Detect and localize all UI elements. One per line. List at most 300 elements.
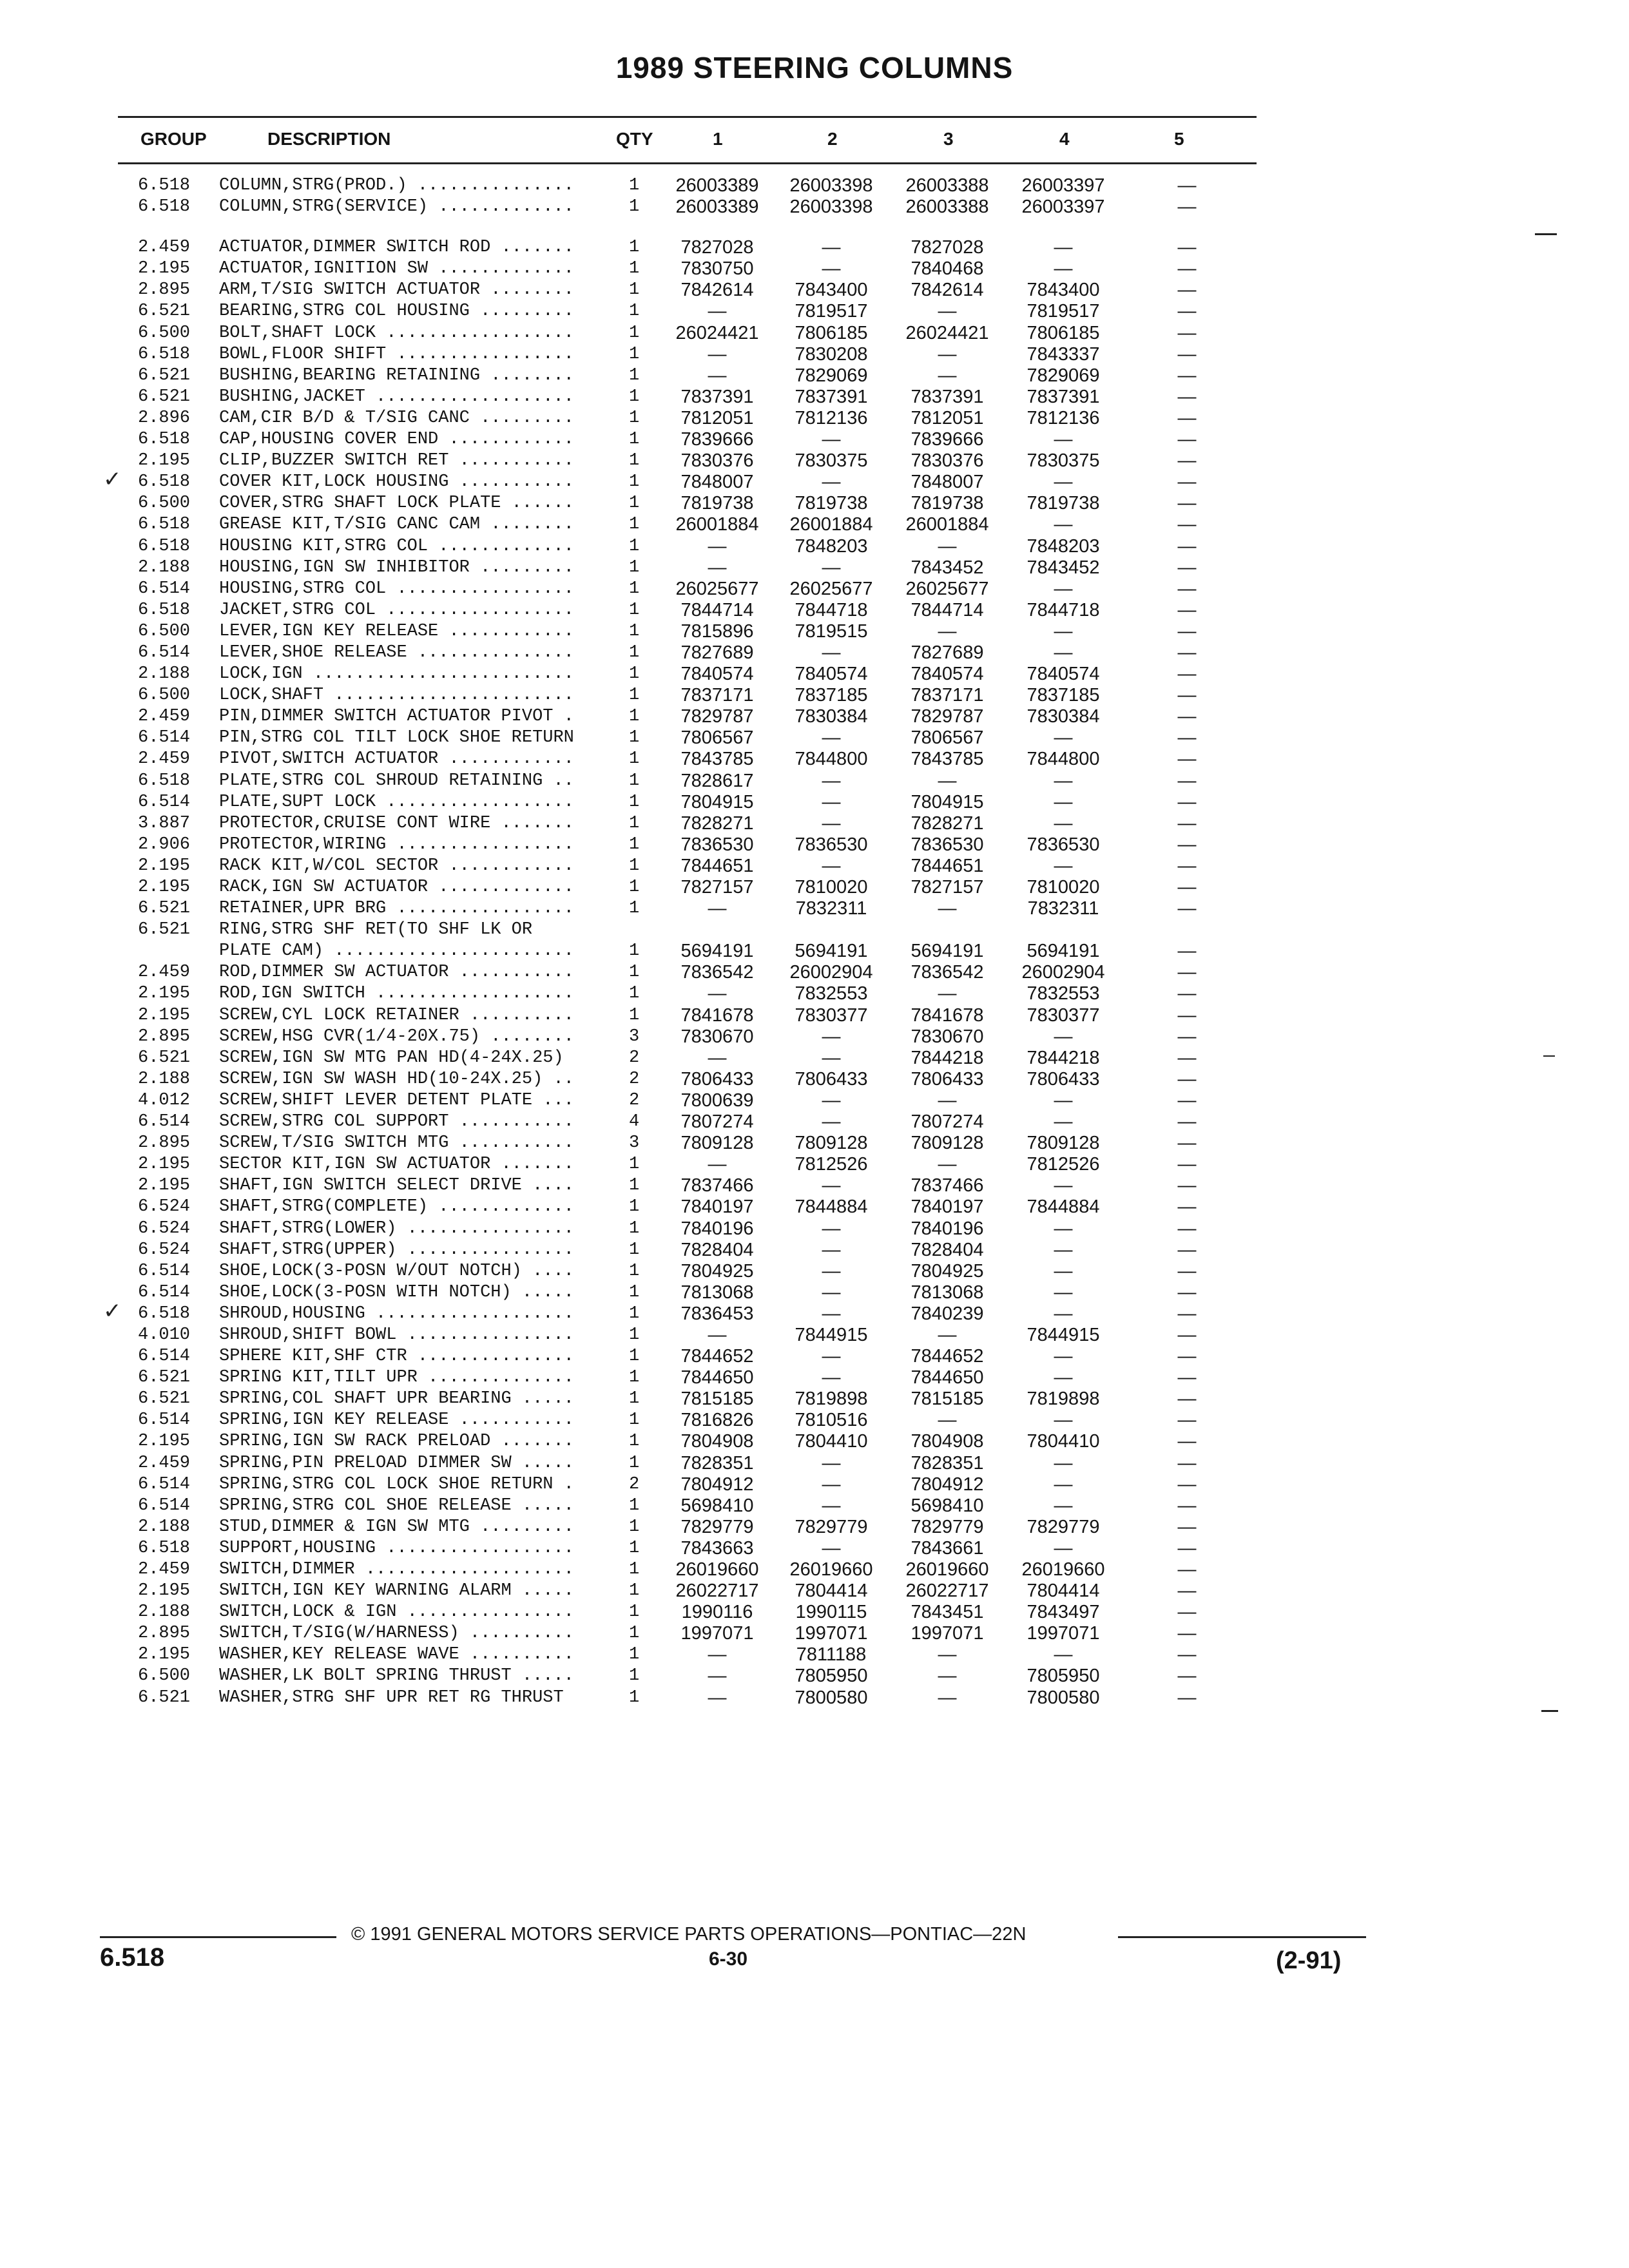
group-code: 6.518 xyxy=(138,536,191,556)
part-number-col-4: — xyxy=(1054,1175,1073,1196)
part-number-col-3: 7809128 xyxy=(911,1133,984,1154)
part-number-col-3: 7844218 xyxy=(911,1047,984,1068)
table-row xyxy=(0,1069,1629,1090)
group-code: 6.521 xyxy=(138,387,191,407)
quantity: 1 xyxy=(629,1347,640,1367)
part-number-col-3: — xyxy=(938,1090,957,1111)
part-number-col-5: — xyxy=(1177,791,1197,812)
group-code: 2.459 xyxy=(138,238,191,258)
part-number-col-5: — xyxy=(1177,1452,1197,1474)
part-number-col-4: 7837391 xyxy=(1027,386,1100,407)
quantity: 1 xyxy=(629,451,640,471)
quantity: 1 xyxy=(629,1624,640,1644)
quantity: 1 xyxy=(629,536,640,556)
part-number-col-2: 7804414 xyxy=(795,1581,868,1602)
part-number-col-2: 7804410 xyxy=(795,1431,868,1452)
part-number-col-1: 7827157 xyxy=(680,877,754,898)
part-number-col-4: — xyxy=(1054,855,1073,876)
part-number-col-1: 7804908 xyxy=(680,1431,754,1452)
table-row xyxy=(0,1623,1629,1644)
part-number-col-3: 26024421 xyxy=(905,322,989,343)
part-number-col-1: 7837391 xyxy=(680,386,754,407)
group-code: 2.895 xyxy=(138,1026,191,1046)
part-number-col-3: 7844714 xyxy=(911,599,984,620)
part-number-col-4: — xyxy=(1054,1495,1073,1516)
part-number-col-1: — xyxy=(708,557,727,578)
part-number-col-3: 7807274 xyxy=(911,1111,984,1133)
part-description: RETAINER,UPR BRG ................. xyxy=(219,899,574,919)
part-number-col-5: — xyxy=(1177,472,1197,493)
check-mark-icon: ✓ xyxy=(103,1298,122,1324)
part-description: SPRING,COL SHAFT UPR BEARING ..... xyxy=(219,1389,574,1409)
part-number-col-4: 7829069 xyxy=(1027,365,1100,386)
part-description: LEVER,IGN KEY RELEASE ............ xyxy=(219,621,574,641)
part-number-col-2: 7809128 xyxy=(795,1133,868,1154)
part-number-col-3: — xyxy=(938,898,957,919)
part-description: COVER,STRG SHAFT LOCK PLATE ...... xyxy=(219,494,574,514)
part-number-col-3: 7843452 xyxy=(911,557,984,578)
table-row xyxy=(0,749,1629,770)
footer-rule-right xyxy=(1118,1936,1366,1938)
part-number-col-2: 7819738 xyxy=(795,493,868,514)
part-number-col-4: — xyxy=(1054,1239,1073,1260)
part-number-col-5: — xyxy=(1177,197,1197,218)
scan-speck xyxy=(1541,1710,1558,1712)
quantity: 1 xyxy=(629,1495,640,1515)
table-row xyxy=(0,1240,1629,1261)
part-number-col-5: — xyxy=(1177,322,1197,343)
part-number-col-5: — xyxy=(1177,599,1197,620)
table-row xyxy=(0,493,1629,514)
quantity: 1 xyxy=(629,1261,640,1281)
table-row xyxy=(0,1431,1629,1452)
quantity: 3 xyxy=(629,1026,640,1046)
table-row xyxy=(0,1154,1629,1175)
quantity: 1 xyxy=(629,1666,640,1686)
table-row xyxy=(0,365,1629,387)
part-description: BUSHING,JACKET ................... xyxy=(219,387,574,407)
part-number-col-2: — xyxy=(822,1026,841,1047)
part-number-col-1: 5694191 xyxy=(680,941,754,962)
part-number-col-3: 7840468 xyxy=(911,258,984,280)
part-number-col-3: 7836530 xyxy=(911,834,984,855)
part-number-col-1: 26003389 xyxy=(675,175,759,196)
part-number-col-3: 7840574 xyxy=(911,664,984,685)
part-number-col-2: — xyxy=(822,429,841,450)
quantity: 1 xyxy=(629,302,640,322)
part-description: HOUSING KIT,STRG COL ............. xyxy=(219,536,574,556)
part-number-col-5: — xyxy=(1177,1602,1197,1623)
part-number-col-1: 7836453 xyxy=(680,1303,754,1324)
part-number-col-1: 7840197 xyxy=(680,1196,754,1218)
part-number-col-4: 7843337 xyxy=(1027,343,1100,365)
header-col-1: 1 xyxy=(713,129,723,149)
group-code: 6.514 xyxy=(138,1410,191,1430)
part-number-col-1: 7848007 xyxy=(680,472,754,493)
part-number-col-3: 7830376 xyxy=(911,450,984,472)
part-description: SHOE,LOCK(3-POSN W/OUT NOTCH) .... xyxy=(219,1261,574,1281)
part-number-col-2: — xyxy=(822,1047,841,1068)
part-description: WASHER,STRG SHF UPR RET RG THRUST xyxy=(219,1687,564,1707)
part-number-col-3: 7843661 xyxy=(911,1537,984,1559)
table-row xyxy=(0,1282,1629,1303)
group-code: 6.521 xyxy=(138,899,191,919)
part-number-col-4: 7843400 xyxy=(1027,280,1100,301)
group-code: 2.459 xyxy=(138,1560,191,1579)
part-description: SCREW,STRG COL SUPPORT ........... xyxy=(219,1112,574,1132)
part-number-col-1: 7827028 xyxy=(680,237,754,258)
part-number-col-3: 7806567 xyxy=(911,727,984,749)
table-row xyxy=(0,1581,1629,1602)
part-number-col-4: — xyxy=(1054,1303,1073,1324)
part-number-col-2: 1990115 xyxy=(795,1602,867,1623)
part-number-col-2: — xyxy=(822,1111,841,1133)
part-number-col-5: — xyxy=(1177,258,1197,280)
part-number-col-3: 7804915 xyxy=(911,791,984,812)
quantity: 1 xyxy=(629,557,640,577)
part-description: SHAFT,STRG(LOWER) ................ xyxy=(219,1218,574,1238)
header-col-5: 5 xyxy=(1174,129,1184,149)
part-number-col-5: — xyxy=(1177,1004,1197,1026)
part-number-col-5: — xyxy=(1177,343,1197,365)
table-row xyxy=(0,1666,1629,1687)
part-number-col-3: — xyxy=(938,620,957,642)
part-number-col-4: 7809128 xyxy=(1027,1133,1100,1154)
quantity: 1 xyxy=(629,686,640,706)
part-number-col-4: — xyxy=(1054,642,1073,663)
scan-speck xyxy=(1543,1055,1555,1057)
part-number-col-4: — xyxy=(1054,1111,1073,1133)
part-description: ACTUATOR,DIMMER SWITCH ROD ....... xyxy=(219,238,574,258)
part-number-col-1: 7844650 xyxy=(680,1367,754,1389)
part-number-col-2: 26002904 xyxy=(789,962,873,983)
table-row xyxy=(0,514,1629,535)
part-number-col-2: 7806185 xyxy=(795,322,868,343)
part-number-col-2: 7812136 xyxy=(795,407,868,428)
part-number-col-3: 7844652 xyxy=(911,1346,984,1367)
part-number-col-1: 7819738 xyxy=(680,493,754,514)
header-bottom-rule xyxy=(118,162,1257,164)
part-number-col-2: 7830384 xyxy=(795,706,868,727)
table-row xyxy=(0,1474,1629,1495)
part-number-col-5: — xyxy=(1177,1175,1197,1196)
quantity: 1 xyxy=(629,1282,640,1302)
quantity: 1 xyxy=(629,792,640,812)
part-number-col-5: — xyxy=(1177,280,1197,301)
part-number-col-5: — xyxy=(1177,1111,1197,1133)
part-number-col-5: — xyxy=(1177,429,1197,450)
part-number-col-3: 7828404 xyxy=(911,1239,984,1260)
table-row xyxy=(0,1453,1629,1474)
group-code: 6.518 xyxy=(138,771,191,791)
table-row xyxy=(0,466,1629,493)
part-number-col-4: — xyxy=(1054,237,1073,258)
part-number-col-3: 7827028 xyxy=(911,237,984,258)
part-description: SHAFT,STRG(UPPER) ................ xyxy=(219,1240,574,1260)
part-number-col-1: 7829779 xyxy=(680,1516,754,1537)
quantity: 1 xyxy=(629,1560,640,1579)
part-number-col-3: 7837466 xyxy=(911,1175,984,1196)
part-number-col-1: 7842614 xyxy=(680,280,754,301)
part-number-col-2: 7848203 xyxy=(795,535,868,557)
table-row xyxy=(0,344,1629,365)
group-code: 6.521 xyxy=(138,365,191,385)
group-code: 6.521 xyxy=(138,1048,191,1068)
quantity: 1 xyxy=(629,834,640,854)
quantity: 1 xyxy=(629,707,640,727)
part-number-col-2: 7805950 xyxy=(795,1666,868,1687)
part-number-col-1: 7844652 xyxy=(680,1346,754,1367)
part-number-col-5: — xyxy=(1177,1431,1197,1452)
part-number-col-4: — xyxy=(1054,1026,1073,1047)
quantity: 1 xyxy=(629,1453,640,1473)
part-number-col-2: 7806433 xyxy=(795,1068,868,1090)
part-number-col-2: 1997071 xyxy=(795,1623,868,1644)
table-row xyxy=(0,1325,1629,1346)
part-number-col-1: 7836542 xyxy=(680,962,754,983)
group-code: 2.895 xyxy=(138,1624,191,1644)
group-code: 2.195 xyxy=(138,878,191,897)
group-code: 6.514 xyxy=(138,1112,191,1132)
part-number-col-3: 7829779 xyxy=(911,1516,984,1537)
part-number-col-5: — xyxy=(1177,1346,1197,1367)
part-number-col-3: 7843451 xyxy=(911,1602,984,1623)
quantity: 4 xyxy=(629,1112,640,1132)
part-number-col-1: 7828271 xyxy=(680,812,754,834)
part-number-col-4: 7832311 xyxy=(1027,898,1099,919)
table-row xyxy=(0,1687,1629,1709)
part-number-col-3: 7842614 xyxy=(911,280,984,301)
part-number-col-2: 7829069 xyxy=(795,365,868,386)
part-number-col-4: — xyxy=(1054,1644,1073,1666)
part-description: CLIP,BUZZER SWITCH RET ........... xyxy=(219,451,574,471)
part-description: PLATE CAM) ....................... xyxy=(219,941,574,961)
table-row xyxy=(0,1133,1629,1154)
part-number-col-2: — xyxy=(822,1090,841,1111)
part-number-col-4: — xyxy=(1054,258,1073,280)
table-row xyxy=(0,1495,1629,1517)
part-number-col-1: 26025677 xyxy=(675,578,759,599)
part-number-col-1: — xyxy=(708,898,727,919)
part-number-col-5: — xyxy=(1177,1687,1197,1708)
part-number-col-3: 26003388 xyxy=(905,175,989,196)
group-code: 6.518 xyxy=(138,197,191,217)
part-number-col-2: 7830377 xyxy=(795,1004,868,1026)
part-description: WASHER,LK BOLT SPRING THRUST ..... xyxy=(219,1666,574,1686)
part-description: LOCK,IGN ......................... xyxy=(219,664,574,684)
part-number-col-3: 7837391 xyxy=(911,386,984,407)
part-number-col-1: 26003389 xyxy=(675,197,759,218)
part-number-col-5: — xyxy=(1177,1239,1197,1260)
quantity: 1 xyxy=(629,621,640,641)
group-code: 2.195 xyxy=(138,856,191,876)
part-number-col-1: 7828351 xyxy=(680,1452,754,1474)
part-number-col-4: 7812526 xyxy=(1027,1154,1100,1175)
part-number-col-4: 7800580 xyxy=(1027,1687,1100,1708)
part-number-col-1: 7815896 xyxy=(680,620,754,642)
part-number-col-2: 26003398 xyxy=(789,175,873,196)
part-number-col-1: — xyxy=(708,535,727,557)
part-number-col-3: 7840239 xyxy=(911,1303,984,1324)
part-number-col-1: — xyxy=(708,1644,727,1666)
part-number-col-3: 7804908 xyxy=(911,1431,984,1452)
part-description: SHROUD,HOUSING ................... xyxy=(219,1303,574,1323)
part-number-col-4: 7830375 xyxy=(1027,450,1100,472)
group-code: 4.012 xyxy=(138,1090,191,1110)
part-number-col-4: 7830377 xyxy=(1027,1004,1100,1026)
part-number-col-5: — xyxy=(1177,493,1197,514)
part-number-col-2: — xyxy=(822,1537,841,1559)
part-number-col-1: 7828404 xyxy=(680,1239,754,1260)
quantity: 1 xyxy=(629,1155,640,1175)
part-number-col-3: 7848007 xyxy=(911,472,984,493)
group-code: 6.518 xyxy=(138,176,191,195)
part-number-col-4: 7804410 xyxy=(1027,1431,1100,1452)
group-code: 2.459 xyxy=(138,749,191,769)
part-number-col-5: — xyxy=(1177,1090,1197,1111)
part-number-col-3: 7804912 xyxy=(911,1474,984,1495)
part-number-col-3: 7813068 xyxy=(911,1282,984,1303)
group-code: 6.514 xyxy=(138,1261,191,1281)
quantity: 1 xyxy=(629,176,640,195)
part-number-col-5: — xyxy=(1177,962,1197,983)
part-number-col-1: — xyxy=(708,1047,727,1068)
part-number-col-3: — xyxy=(938,365,957,386)
part-number-col-1: — xyxy=(708,343,727,365)
part-number-col-5: — xyxy=(1177,1324,1197,1345)
group-code: 2.459 xyxy=(138,1453,191,1473)
part-description: SPRING,STRG COL SHOE RELEASE ..... xyxy=(219,1495,574,1515)
part-number-col-4: 7810020 xyxy=(1027,877,1100,898)
part-number-col-1: 7830376 xyxy=(680,450,754,472)
header-col-4: 4 xyxy=(1059,129,1070,149)
part-number-col-1: — xyxy=(708,983,727,1004)
part-number-col-4: 7848203 xyxy=(1027,535,1100,557)
group-code: 2.195 xyxy=(138,1155,191,1175)
group-code: 6.514 xyxy=(138,1495,191,1515)
part-number-col-5: — xyxy=(1177,1559,1197,1580)
table-row xyxy=(0,175,1629,197)
part-number-col-3: 26003388 xyxy=(905,197,989,218)
part-number-col-4: 26002904 xyxy=(1021,962,1105,983)
group-code: 6.500 xyxy=(138,494,191,514)
part-number-col-4: — xyxy=(1054,1474,1073,1495)
part-number-col-4: 7843497 xyxy=(1027,1602,1100,1623)
quantity: 1 xyxy=(629,365,640,385)
part-number-col-2: 7829779 xyxy=(795,1516,868,1537)
part-number-col-2: 26001884 xyxy=(789,514,873,535)
part-number-col-5: — xyxy=(1177,1260,1197,1282)
table-row xyxy=(0,771,1629,792)
part-number-col-3: — xyxy=(938,1154,957,1175)
part-number-col-5: — xyxy=(1177,1410,1197,1431)
part-number-col-2: 26003398 xyxy=(789,197,873,218)
part-description: SWITCH,DIMMER .................... xyxy=(219,1560,574,1579)
table-row xyxy=(0,983,1629,1004)
part-description: SCREW,HSG CVR(1/4-20X.75) ........ xyxy=(219,1026,574,1046)
part-number-col-3: 7815185 xyxy=(911,1389,984,1410)
header-col-3: 3 xyxy=(943,129,954,149)
part-number-col-1: 7844714 xyxy=(680,599,754,620)
group-code: 2.195 xyxy=(138,1645,191,1665)
part-number-col-1: 26019660 xyxy=(675,1559,759,1580)
part-number-col-2: 7819515 xyxy=(795,620,868,642)
table-row xyxy=(0,197,1629,218)
quantity: 1 xyxy=(629,878,640,897)
part-description: SUPPORT,HOUSING .................. xyxy=(219,1538,574,1558)
footer-page-number: 6-30 xyxy=(709,1948,748,1970)
part-number-col-3: 7844650 xyxy=(911,1367,984,1389)
quantity: 1 xyxy=(629,1197,640,1217)
header-group: GROUP xyxy=(140,129,207,149)
group-code: 2.459 xyxy=(138,707,191,727)
group-code: 6.514 xyxy=(138,1474,191,1494)
group-code: 3.887 xyxy=(138,813,191,833)
quantity: 1 xyxy=(629,1240,640,1260)
part-number-col-3: — xyxy=(938,343,957,365)
part-number-col-1: — xyxy=(708,365,727,386)
quantity: 1 xyxy=(629,600,640,620)
table-row xyxy=(0,877,1629,898)
part-number-col-5: — xyxy=(1177,727,1197,749)
table-row xyxy=(0,621,1629,642)
part-number-col-5: — xyxy=(1177,1196,1197,1218)
part-number-col-1: 7844651 xyxy=(680,855,754,876)
part-description: SPRING,PIN PRELOAD DIMMER SW ..... xyxy=(219,1453,574,1473)
table-row xyxy=(0,600,1629,621)
header-qty: QTY xyxy=(616,129,653,149)
part-description: SHOE,LOCK(3-POSN WITH NOTCH) ..... xyxy=(219,1282,574,1302)
part-number-col-4: — xyxy=(1054,578,1073,599)
quantity: 1 xyxy=(629,771,640,791)
table-row xyxy=(0,301,1629,322)
part-description: ROD,DIMMER SW ACTUATOR ........... xyxy=(219,963,574,983)
quantity: 1 xyxy=(629,1218,640,1238)
part-number-col-3: 26025677 xyxy=(905,578,989,599)
part-number-col-5: — xyxy=(1177,1068,1197,1090)
quantity: 1 xyxy=(629,1687,640,1707)
part-number-col-3: — xyxy=(938,983,957,1004)
part-number-col-4: — xyxy=(1054,770,1073,791)
group-code: 6.514 xyxy=(138,579,191,599)
quantity: 1 xyxy=(629,197,640,217)
part-number-col-5: — xyxy=(1177,386,1197,407)
part-number-col-5: — xyxy=(1177,514,1197,535)
group-code: 6.514 xyxy=(138,642,191,662)
part-number-col-1: 7807274 xyxy=(680,1111,754,1133)
part-number-col-5: — xyxy=(1177,450,1197,472)
quantity: 1 xyxy=(629,728,640,748)
part-number-col-5: — xyxy=(1177,365,1197,386)
quantity: 1 xyxy=(629,1517,640,1537)
table-row xyxy=(0,1218,1629,1240)
part-number-col-4: 7806433 xyxy=(1027,1068,1100,1090)
quantity: 1 xyxy=(629,1432,640,1452)
part-number-col-4: — xyxy=(1054,1282,1073,1303)
part-number-col-1: 7809128 xyxy=(680,1133,754,1154)
part-number-col-3: 7843785 xyxy=(911,749,984,770)
group-code: 6.524 xyxy=(138,1218,191,1238)
group-code: 6.518 xyxy=(138,430,191,450)
part-number-col-5: — xyxy=(1177,706,1197,727)
table-row xyxy=(0,429,1629,450)
check-mark-icon: ✓ xyxy=(103,466,122,493)
group-code: 6.521 xyxy=(138,1368,191,1388)
part-number-col-3: 26022717 xyxy=(905,1581,989,1602)
quantity: 1 xyxy=(629,1410,640,1430)
part-number-col-1: 26024421 xyxy=(675,322,759,343)
quantity: 1 xyxy=(629,664,640,684)
